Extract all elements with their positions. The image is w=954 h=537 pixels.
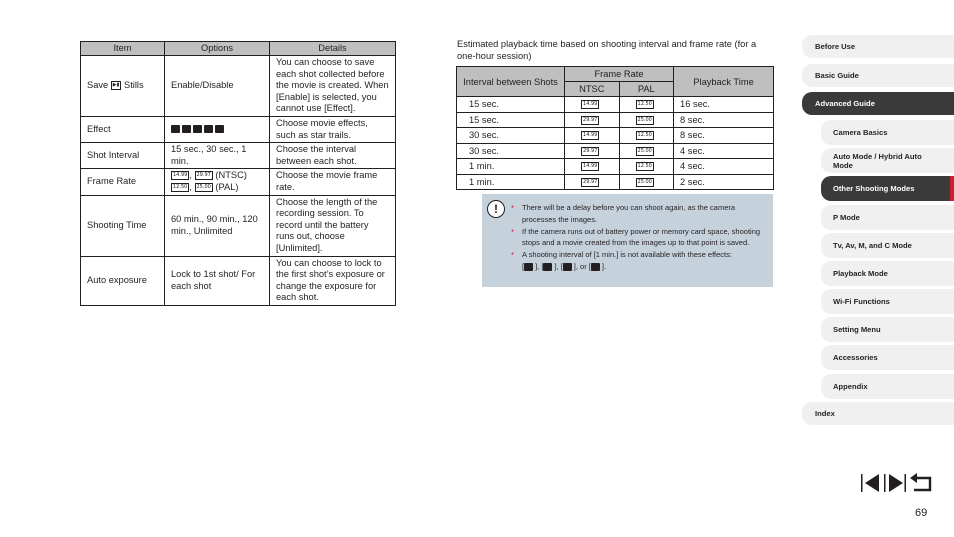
cell-details: Choose the length of the recording session. To record until the battery runs out, choose [Unlimited]. [270, 195, 396, 256]
table-row [457, 128, 774, 144]
nav-label: Accessories [833, 353, 878, 362]
frame-rate-icon: 29.97 [583, 178, 598, 185]
nav-p-mode[interactable] [821, 205, 954, 230]
cell-item: Auto exposure [81, 256, 165, 305]
frame-rate-icon: 14.99 [173, 172, 188, 179]
previous-page-icon[interactable] [861, 473, 881, 493]
cell-details: Choose the interval between each shot. [270, 143, 396, 169]
nav-playback-mode[interactable] [821, 261, 954, 286]
col-header-ntsc: NTSC [565, 82, 620, 97]
cell-interval: 30 sec. [457, 128, 565, 144]
cell-pal [619, 159, 674, 175]
effect-icon [215, 125, 224, 133]
nav-label: Playback Mode [833, 269, 888, 278]
cell-options: 60 min., 90 min., 120 min., Unlimited [165, 195, 270, 256]
nav-label: Auto Mode / Hybrid Auto Mode [833, 152, 922, 170]
page-number: 69 [915, 507, 928, 519]
col-header-interval: Interval between Shots [457, 67, 565, 97]
nav-camera-basics[interactable] [821, 120, 954, 145]
cell-interval: 15 sec. [457, 97, 565, 113]
col-header-options: Options [165, 42, 270, 56]
table-row [81, 143, 396, 169]
frame-rate-icon: 12.50 [173, 183, 188, 190]
table-header-row [81, 42, 396, 56]
cell-ntsc [565, 128, 620, 144]
cell-interval: 15 sec. [457, 112, 565, 128]
cell-item: Effect [81, 116, 165, 142]
table-row [457, 143, 774, 159]
cell-interval: 1 min. [457, 174, 565, 190]
cell-item: Shooting Time [81, 195, 165, 256]
frame-rate-icon: 14.99 [583, 163, 598, 170]
cell-time: 2 sec. [674, 174, 774, 190]
nav-label: Other Shooting Modes [833, 184, 915, 193]
frame-rate-icon: 29.97 [583, 116, 598, 123]
col-header-details: Details [270, 42, 396, 56]
nav-label: Setting Menu [833, 325, 881, 334]
cell-ntsc [565, 112, 620, 128]
frame-rate-icon: 14.99 [583, 132, 598, 139]
table-row [81, 116, 396, 142]
nav-basic-guide[interactable] [802, 64, 954, 87]
nav-label: Before Use [815, 42, 856, 51]
cell-options: 15 sec., 30 sec., 1 min. [165, 143, 270, 169]
movie-icon: ▶▮ [112, 82, 120, 89]
cell-item: Frame Rate [81, 169, 165, 195]
table-row [457, 97, 774, 113]
cell-ntsc [565, 97, 620, 113]
cell-details: Choose the movie frame rate. [270, 169, 396, 195]
playback-intro: Estimated playback time based on shooting interval and frame rate (for a one-hour session) [457, 39, 757, 61]
cell-pal [619, 112, 674, 128]
cell-options: 14.99 , 29.97 (NTSC) 12.50 , 25.00 (PAL) [165, 169, 270, 195]
cell-pal [619, 143, 674, 159]
nav-label: Tv, Av, M, and C Mode [833, 241, 912, 250]
frame-rate-icon: 25.00 [637, 116, 652, 123]
return-icon[interactable] [910, 473, 934, 493]
nav-tv-av-m-c-mode[interactable] [821, 233, 954, 258]
col-header-pal: PAL [619, 82, 674, 97]
note-text: A shooting interval of [1 min.] is not available with these effects: [522, 250, 732, 260]
frame-rate-icon: 29.97 [583, 147, 598, 154]
table-row [457, 159, 774, 175]
table-row [457, 174, 774, 190]
frame-rate-icon: 25.00 [637, 147, 652, 154]
playback-table [456, 66, 774, 190]
col-header-frame-rate: Frame Rate [565, 67, 674, 82]
frame-rate-icon: 29.97 [196, 172, 211, 179]
nav-label: Camera Basics [833, 128, 888, 137]
list-item: ● If the camera runs out of battery power or memory card space, shooting stops and a movie created from the images up to that point is saved. [510, 226, 765, 250]
cell-ntsc [565, 159, 620, 175]
nav-label: Index [815, 409, 835, 418]
cell-options: Lock to 1st shot/ For each shot [165, 256, 270, 305]
table-header-row [457, 67, 774, 82]
pal-label: (PAL) [215, 181, 239, 192]
table-row [457, 112, 774, 128]
settings-table [80, 41, 396, 306]
effect-icon [543, 263, 552, 271]
note-list [510, 202, 765, 273]
cell-details: You can choose to save each shot collected before the movie is created. When [Enable] is selected, you cannot use [Effect]. [270, 56, 396, 117]
item-label: Stills [124, 80, 144, 91]
nav-appendix[interactable] [821, 374, 954, 399]
cell-options [165, 116, 270, 142]
list-item: ● There will be a delay before you can shoot again, as the camera processes the images. [510, 202, 765, 226]
effect-icon [182, 125, 191, 133]
effect-icon [524, 263, 533, 271]
cell-pal [619, 128, 674, 144]
effect-icon [193, 125, 202, 133]
col-header-item: Item [81, 42, 165, 56]
frame-rate-icon: 12.50 [637, 163, 652, 170]
table-row [81, 56, 396, 117]
nav-other-shooting-modes[interactable] [821, 176, 954, 201]
cell-pal [619, 97, 674, 113]
frame-rate-icon: 14.99 [583, 101, 598, 108]
nav-label: P Mode [833, 213, 860, 222]
frame-rate-icon: 12.50 [637, 101, 652, 108]
cell-time: 8 sec. [674, 112, 774, 128]
nav-index[interactable] [802, 402, 954, 425]
list-item: ● A shooting interval of [1 min.] is not available with these effects: [ ], [ ], [ ], or [ ]. [510, 249, 765, 273]
frame-rate-icon: 12.50 [637, 132, 652, 139]
table-row [81, 169, 396, 195]
effect-icon [171, 125, 180, 133]
caution-icon: ! [487, 200, 505, 218]
cell-time: 8 sec. [674, 128, 774, 144]
cell-details: Choose movie effects, such as star trails. [270, 116, 396, 142]
nav-label: Advanced Guide [815, 99, 875, 108]
caution-note [482, 194, 773, 287]
table-row [81, 195, 396, 256]
cell-interval: 1 min. [457, 159, 565, 175]
effect-icon [204, 125, 213, 133]
nav-accessories[interactable] [821, 345, 954, 370]
cell-ntsc [565, 143, 620, 159]
cell-details: You can choose to lock to the first shot’s exposure or change the exposure for each shot. [270, 256, 396, 305]
nav-advanced-guide[interactable] [802, 92, 954, 115]
cell-item: Shot Interval [81, 143, 165, 169]
item-label: Save [87, 80, 109, 91]
nav-before-use[interactable] [802, 35, 954, 58]
cell-item [81, 56, 165, 117]
cell-time: 4 sec. [674, 143, 774, 159]
col-header-playback: Playback Time [674, 67, 774, 97]
frame-rate-icon: 25.00 [637, 178, 652, 185]
ntsc-label: (NTSC) [215, 170, 247, 181]
nav-label: Appendix [833, 382, 868, 391]
nav-auto-mode[interactable] [821, 148, 954, 173]
or-text: or [580, 261, 587, 271]
nav-setting-menu[interactable] [821, 317, 954, 342]
table-row [81, 256, 396, 305]
effect-icon [591, 263, 600, 271]
next-page-icon[interactable] [884, 473, 906, 493]
frame-rate-icon: 25.00 [196, 183, 211, 190]
nav-wifi-functions[interactable] [821, 289, 954, 314]
cell-ntsc [565, 174, 620, 190]
cell-pal [619, 174, 674, 190]
nav-label: Wi-Fi Functions [833, 297, 890, 306]
cell-interval: 30 sec. [457, 143, 565, 159]
effect-icon [563, 263, 572, 271]
cell-time: 16 sec. [674, 97, 774, 113]
nav-label: Basic Guide [815, 71, 859, 80]
cell-options: Enable/Disable [165, 56, 270, 117]
cell-time: 4 sec. [674, 159, 774, 175]
